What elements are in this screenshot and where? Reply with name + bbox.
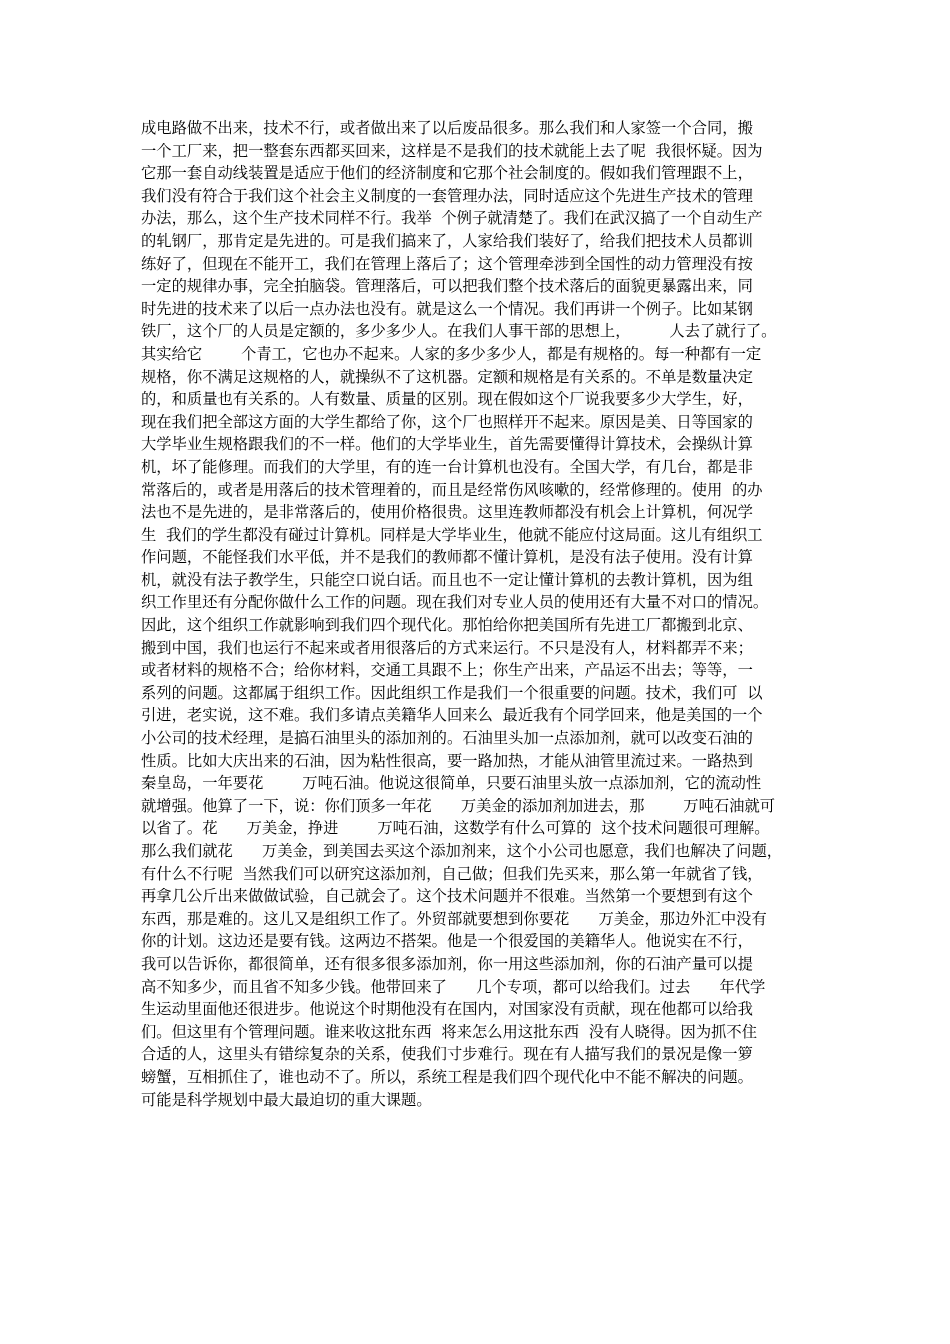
text-line: 作问题，不能怪我们水平低，并不是我们的教师都不懂计算机，是没有法子使用。没有计算 <box>141 548 753 567</box>
text-line: 以省了。花 万美金，挣进 万吨石油，这数学有什么可算的 这个技术问题很可理解。 <box>141 819 770 838</box>
text-line: 现在我们把全部这方面的大学生都给了你，这个厂也照样开不起来。原因是美、日等国家的 <box>141 412 753 431</box>
text-line: 常落后的，或者是用落后的技术管理着的，而且是经常伤风咳嗽的，经常修理的。使用 的办 <box>141 480 763 499</box>
text-line: 小公司的技术经理，是搞石油里头的添加剂的。石油里头加一点添加剂，就可以改变石油的 <box>141 729 753 748</box>
text-line: 就增强。他算了一下，说：你们顶多一年花 万美金的添加剂加进去，那 万吨石油就可 <box>141 796 776 815</box>
text-line: 一定的规律办事，完全拍脑袋。管理落后，可以把我们整个技术落后的面貌更暴露出来，同 <box>141 277 753 296</box>
text-line: 规格，你不满足这规格的人，就操纵不了这机器。定额和规格是有关系的。不单是数量决定 <box>141 367 753 386</box>
text-line: 你的计划。这边还是要有钱。这两边不搭架。他是一个很爱国的美籍华人。他说实在不行， <box>141 932 753 951</box>
text-line: 螃蟹，互相抓住了，谁也动不了。所以，系统工程是我们四个现代化中不能不解决的问题。 <box>141 1067 753 1086</box>
text-line: 可能是科学规划中最大最迫切的重大课题。 <box>141 1090 432 1109</box>
text-line: 练好了，但现在不能开工，我们在管理上落后了；这个管理牵涉到全国性的动力管理没有按 <box>141 254 753 273</box>
text-line: 生运动里面他还很进步。他说这个时期他没有在国内，对国家没有贡献，现在他都可以给我 <box>141 1000 753 1019</box>
text-line: 再拿几公斤出来做做试验，自己就会了。这个技术问题并不很难。当然第一个要想到有这个 <box>141 887 753 906</box>
text-line: 因此，这个组织工作就影响到我们四个现代化。那怕给你把美国所有先进工厂都搬到北京、 <box>141 616 753 635</box>
text-line: 系列的问题。这都属于组织工作。因此组织工作是我们一个很重要的问题。技术，我们可 以 <box>141 683 763 702</box>
text-line: 我们没有符合于我们这个社会主义制度的一套管理办法，同时适应这个先进生产技术的管理 <box>141 186 753 205</box>
text-line: 的，和质量也有关系的。人有数量、质量的区别。现在假如这个厂说我要多少大学生，好， <box>141 390 753 409</box>
text-line: 机，就没有法子教学生，只能空口说白话。而且也不一定让懂计算机的去教计算机，因为组 <box>141 570 753 589</box>
text-line: 有什么不行呢 当然我们可以研究这添加剂，自己做；但我们先买来，那么第一年就省了钱， <box>141 864 763 883</box>
text-line: 一个工厂来，把一整套东西都买回来，这样是不是我们的技术就能上去了呢 我很怀疑。因为 <box>141 141 763 160</box>
text-line: 法也不是先进的，是非常落后的，使用价格很贵。这里连教师都没有机会上计算机，何况学 <box>141 503 753 522</box>
text-line: 高不知多少，而且省不知多少钱。他带回来了 几个专项，都可以给我们。过去 年代学 <box>141 977 766 996</box>
text-line: 成电路做不出来，技术不行，或者做出来了以后废品很多。那么我们和人家签一个合同，搬 <box>141 119 753 137</box>
text-line: 东西，那是难的。这儿又是组织工作了。外贸部就要想到你要花 万美金，那边外汇中没有 <box>141 909 767 928</box>
text-line: 铁厂，这个厂的人员是定额的，多少多少人。在我们人事干部的思想上， 人去了就行了。 <box>141 322 777 341</box>
text-line: 性质。比如大庆出来的石油，因为粘性很高，要一路加热，才能从油管里流过来。一路热到 <box>141 751 753 770</box>
text-line: 秦皇岛，一年要花 万吨石油。他说这很简单，只要石油里头放一点添加剂，它的流动性 <box>141 774 762 793</box>
text-line: 或者材料的规格不合；给你材料，交通工具跟不上；你生产出来，产品运不出去；等等，一 <box>141 661 753 680</box>
text-line: 机，坏了能修理。而我们的大学里，有的连一台计算机也没有。全国大学，有几台，都是非 <box>141 457 753 476</box>
text-line: 织工作里还有分配你做什么工作的问题。现在我们对专业人员的使用还有大量不对口的情况。 <box>141 593 769 612</box>
text-line: 们。但这里有个管理问题。谁来收这批东西 将来怎么用这批东西 没有人晓得。因为抓不住 <box>141 1022 758 1041</box>
text-line: 生 我们的学生都没有碰过计算机。同样是大学毕业生，他就不能应付这局面。这儿有组织工 <box>141 525 763 544</box>
body-text <box>141 117 821 1111</box>
text-line: 搬到中国，我们也运行不起来或者用很落后的方式来运行。不只是没有人，材料都弄不来； <box>141 638 753 657</box>
text-line: 大学毕业生规格跟我们的不一样。他们的大学毕业生，首先需要懂得计算技术，会操纵计算 <box>141 435 753 454</box>
text-line: 引进，老实说，这不难。我们多请点美籍华人回来么 最近我有个同学回来，他是美国的一个 <box>141 706 763 725</box>
text-line: 其实给它 个青工，它也办不起来。人家的多少多少人，都是有规格的。每一种都有一定 <box>141 344 762 363</box>
text-line: 时先进的技术来了以后一点办法也没有。就是这么一个情况。我们再讲一个例子。比如某钢 <box>141 299 753 318</box>
text-line: 那么我们就花 万美金，到美国去买这个添加剂来，这个小公司也愿意，我们也解决了问题， <box>141 842 783 860</box>
text-line: 它那一套自动线装置是适应于他们的经济制度和它那个社会制度的。假如我们管理跟不上， <box>141 164 753 183</box>
text-line: 的轧钢厂，那肯定是先进的。可是我们搞来了，人家给我们装好了，给我们把技术人员都训 <box>141 231 753 250</box>
text-line: 我可以告诉你，都很简单，还有很多很多添加剂，你一用这些添加剂，你的石油产量可以提 <box>141 954 753 973</box>
text-line: 办法，那么，这个生产技术同样不行。我举 个例子就清楚了。我们在武汉搞了一个自动生产 <box>141 209 763 228</box>
text-line: 合适的人，这里头有错综复杂的关系，使我们寸步难行。现在有人描写我们的景况是像一箩 <box>141 1045 753 1064</box>
